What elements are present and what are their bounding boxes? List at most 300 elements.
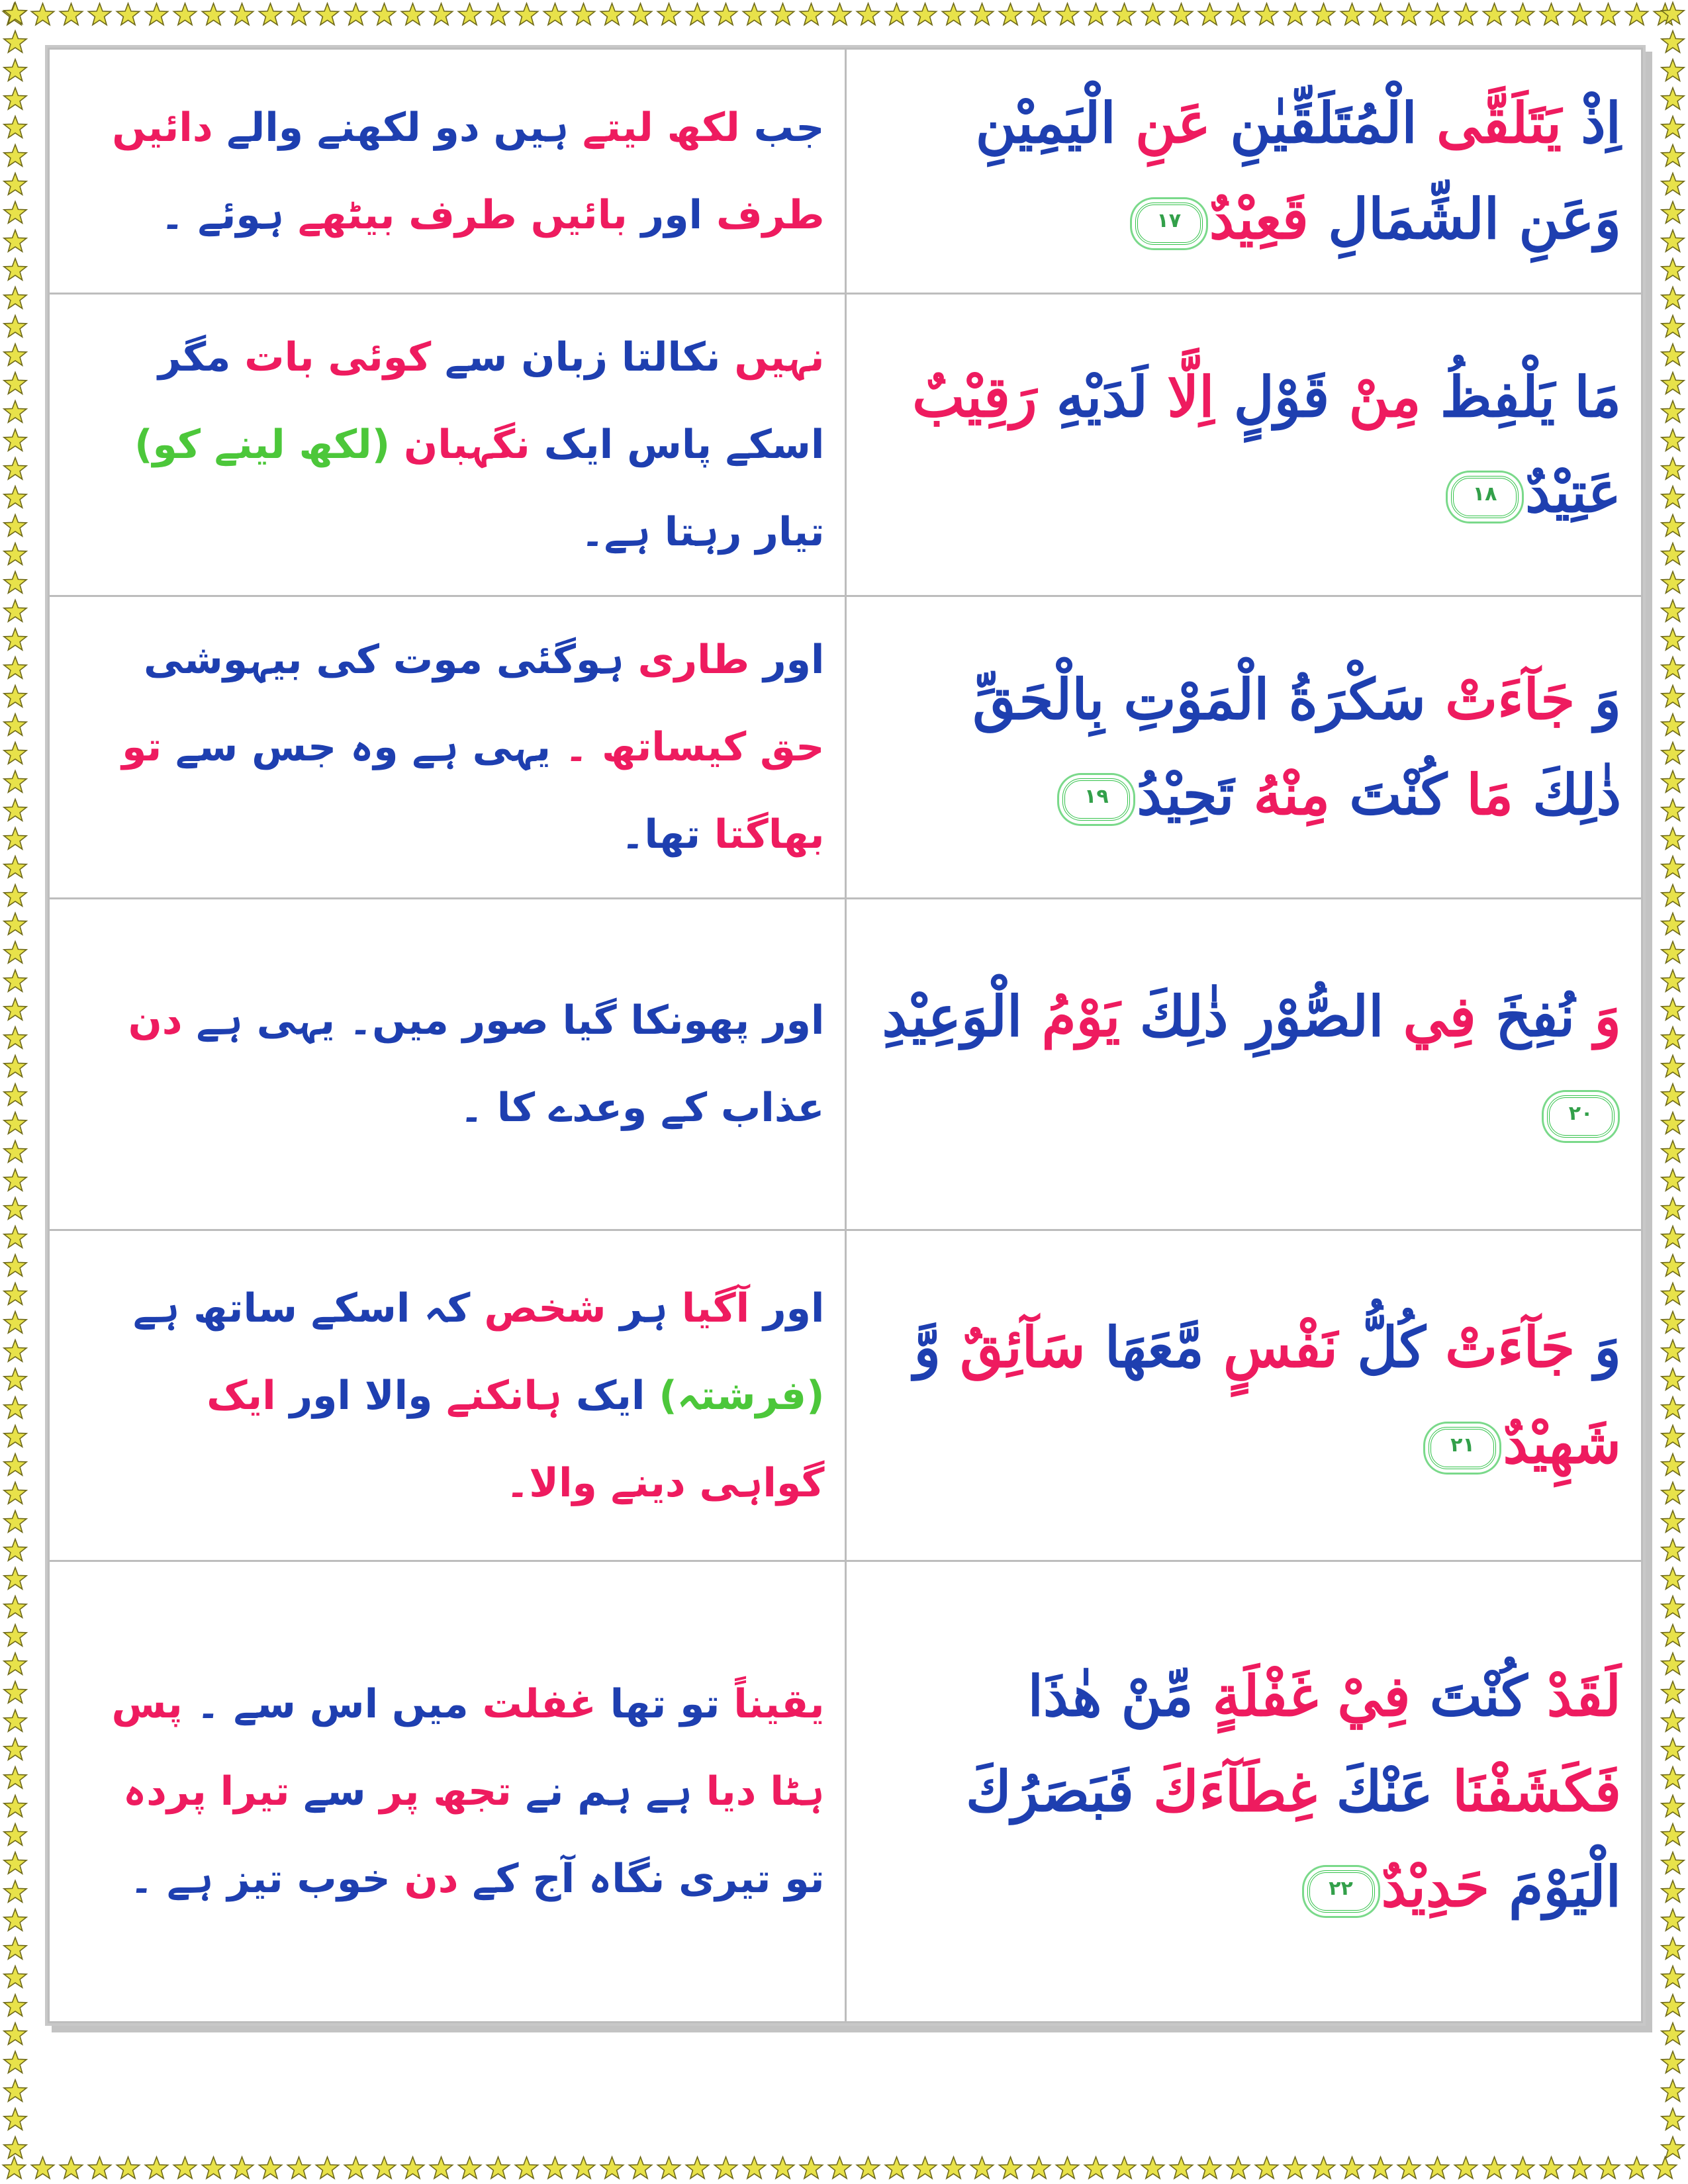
star-icon [1454, 3, 1477, 25]
star-icon [572, 3, 594, 25]
verse-table-body [49, 49, 1642, 2023]
star-icon [4, 1966, 26, 1988]
arabic-word: مَا [1447, 762, 1513, 828]
urdu-phrase: ایک [530, 422, 614, 469]
star-icon [4, 1482, 26, 1504]
arabic-word: يَوْمُ [1022, 983, 1121, 1049]
star-icon [60, 3, 82, 25]
arabic-word: اِلَّا [1147, 363, 1215, 430]
star-icon [1662, 1312, 1684, 1334]
star-icon [1662, 686, 1684, 707]
star-icon [885, 2157, 908, 2179]
star-icon [4, 1084, 26, 1106]
star-icon [4, 543, 26, 565]
urdu-translation-cell [49, 596, 846, 899]
star-border-left [0, 0, 30, 2184]
star-icon [1312, 2157, 1335, 2179]
star-icon [4, 1255, 26, 1277]
star-icon [458, 3, 481, 25]
star-icon [1662, 1397, 1684, 1419]
star-icon [1141, 2157, 1164, 2179]
star-icon [4, 743, 26, 764]
urdu-translation-cell [49, 1561, 846, 2023]
arabic-word: بِالْحَقِّ [972, 666, 1105, 732]
star-icon [800, 3, 822, 25]
star-icon [430, 3, 452, 25]
arabic-word: مِّنْ [1102, 1662, 1194, 1729]
star-icon [1625, 2157, 1648, 2179]
arabic-word: الْيَوْمَ [1489, 1854, 1621, 1920]
urdu-phrase: ہوگئی موت کی بیہوشی [144, 637, 624, 684]
star-icon [714, 2157, 737, 2179]
urdu-phrase: نگہبان [390, 422, 530, 469]
star-icon [4, 1824, 26, 1846]
urdu-phrase: صور میں۔ یہی ہے [182, 997, 549, 1044]
star-icon [1662, 1596, 1684, 1618]
star-icon [1662, 31, 1684, 53]
star-icon [1662, 486, 1684, 508]
star-icon [259, 3, 281, 25]
star-icon [1662, 1084, 1684, 1106]
star-icon [316, 3, 338, 25]
urdu-phrase: دن [128, 997, 183, 1044]
arabic-word: نَفْسٍ [1203, 1314, 1338, 1381]
star-icon [4, 572, 26, 594]
arabic-word: اِذْ [1562, 90, 1621, 156]
star-icon [173, 3, 196, 25]
arabic-word: حَدِيْدٌ [1381, 1854, 1490, 1920]
urdu-phrase: دن [390, 1856, 459, 1903]
star-icon [4, 600, 26, 622]
urdu-phrase: تو بھاگتا [122, 724, 825, 858]
urdu-phrase: تو تھا [596, 1681, 720, 1728]
star-icon [1426, 3, 1448, 25]
star-icon [4, 1710, 26, 1732]
star-icon [31, 3, 54, 25]
verse-row [49, 49, 1642, 294]
star-icon [4, 856, 26, 878]
star-icon [1662, 1767, 1684, 1789]
star-icon [1662, 3, 1684, 24]
star-icon [1198, 3, 1221, 25]
verse-row [49, 294, 1642, 596]
urdu-phrase: اور [749, 1285, 825, 1332]
star-icon [1662, 1369, 1684, 1390]
urdu-phrase: تھا۔ [621, 811, 701, 858]
urdu-phrase: یقیناً [720, 1681, 825, 1728]
star-icon [1662, 600, 1684, 622]
star-icon [4, 1739, 26, 1760]
arabic-word: تَحِيْدُ [1137, 762, 1235, 828]
star-icon [743, 3, 765, 25]
star-icon [344, 2157, 367, 2179]
ayah-number-badge: ٢١ [1429, 1427, 1496, 1469]
arabic-word: ذٰلِكَ [1120, 983, 1229, 1049]
star-icon [4, 202, 26, 224]
star-icon [1662, 1482, 1684, 1504]
arabic-word: وَ [1575, 983, 1621, 1049]
star-icon [1597, 3, 1619, 25]
star-icon [88, 2157, 111, 2179]
star-border-bottom [0, 2154, 1688, 2184]
star-icon [1662, 1852, 1684, 1874]
urdu-phrase: (لکھ لینے کو) [134, 422, 391, 469]
star-icon [1662, 543, 1684, 565]
arabic-word: فِيْ [1318, 1662, 1411, 1729]
star-icon [4, 1653, 26, 1675]
arabic-word: كُنْتَ [1330, 762, 1448, 828]
urdu-phrase: کوئی بات [230, 334, 432, 381]
star-icon [1511, 2157, 1534, 2179]
arabic-word: قَعِيْدٌ [1209, 185, 1309, 251]
urdu-phrase: (فرشتہ) [645, 1372, 825, 1419]
arabic-verse-cell [845, 49, 1642, 294]
arabic-word: الْمُتَلَقِّيٰنِ [1211, 90, 1417, 156]
star-icon [1662, 401, 1684, 423]
star-icon [1662, 430, 1684, 451]
star-icon [771, 3, 794, 25]
ayah-number-badge: ١٨ [1451, 476, 1519, 518]
star-icon [4, 1511, 26, 1533]
star-icon [1027, 3, 1050, 25]
urdu-phrase: پھونکا گیا [548, 997, 750, 1044]
star-icon [1662, 1141, 1684, 1163]
star-icon [1662, 1169, 1684, 1191]
star-icon [1540, 2157, 1562, 2179]
urdu-phrase: مگر اسکے پاس [158, 334, 825, 469]
star-icon [1662, 2109, 1684, 2130]
arabic-word: نُفِخَ [1476, 983, 1575, 1049]
star-icon [4, 515, 26, 537]
urdu-phrase: حق [746, 724, 825, 771]
star-icon [1255, 2157, 1278, 2179]
star-icon [4, 1625, 26, 1647]
arabic-word: الْيَمِيْنِ [975, 90, 1116, 156]
urdu-phrase: اور [627, 191, 703, 238]
star-icon [1056, 2157, 1078, 2179]
verse-row [49, 899, 1642, 1230]
star-icon [4, 1312, 26, 1334]
arabic-word: كُلُّ [1337, 1314, 1426, 1381]
arabic-word: الْوَعِيْدِ [882, 983, 1023, 1049]
star-icon [1662, 1283, 1684, 1305]
star-icon [4, 1909, 26, 1931]
urdu-translation-cell [49, 899, 846, 1230]
star-icon [1662, 771, 1684, 793]
star-icon [1662, 1198, 1684, 1220]
star-icon [4, 88, 26, 110]
star-border-top [0, 0, 1688, 30]
star-icon [4, 1340, 26, 1362]
star-icon [1284, 2157, 1306, 2179]
arabic-word: كُنْتَ [1410, 1662, 1528, 1729]
star-icon [600, 2157, 623, 2179]
star-icon [942, 3, 964, 25]
star-icon [4, 999, 26, 1021]
star-icon [657, 3, 680, 25]
star-icon [4, 629, 26, 651]
star-icon [1084, 2157, 1107, 2179]
star-icon [4, 1113, 26, 1134]
star-icon [1170, 2157, 1192, 2179]
star-icon [4, 373, 26, 394]
star-icon [1255, 3, 1278, 25]
star-icon [1662, 1568, 1684, 1590]
star-icon [857, 3, 879, 25]
star-icon [1662, 1255, 1684, 1277]
star-icon [1568, 2157, 1591, 2179]
star-icon [1662, 1426, 1684, 1447]
urdu-phrase: تجھ پر [365, 1768, 512, 1815]
star-icon [4, 60, 26, 81]
arabic-word: مَا [1555, 363, 1621, 430]
star-icon [714, 3, 737, 25]
star-icon [1340, 3, 1363, 25]
star-icon [1662, 1340, 1684, 1362]
star-icon [4, 1397, 26, 1419]
star-icon [1662, 743, 1684, 764]
star-icon [4, 657, 26, 679]
arabic-word: مِنْ [1329, 363, 1421, 430]
star-icon [1113, 2157, 1135, 2179]
star-icon [1170, 3, 1192, 25]
star-icon [287, 3, 310, 25]
star-icon [1483, 2157, 1505, 2179]
star-icon [686, 3, 708, 25]
star-icon [885, 3, 908, 25]
urdu-phrase: تیار رہتا ہے۔ [581, 509, 825, 556]
star-icon [4, 714, 26, 736]
star-icon [1141, 3, 1164, 25]
arabic-word: رَقِيْبٌ [912, 363, 1037, 430]
star-icon [999, 3, 1021, 25]
arabic-word: وَّ [914, 1314, 941, 1381]
star-icon [942, 2157, 964, 2179]
star-icon [800, 2157, 822, 2179]
star-icon [1662, 1226, 1684, 1248]
arabic-word: وَعَنِ الشِّمَالِ [1308, 185, 1621, 251]
star-icon [4, 116, 26, 138]
star-icon [543, 2157, 566, 2179]
star-icon [1662, 913, 1684, 935]
urdu-phrase: ہر [606, 1285, 668, 1332]
star-icon [629, 2157, 651, 2179]
verse-table-container [45, 45, 1646, 2026]
star-icon [1662, 629, 1684, 651]
star-icon [173, 2157, 196, 2179]
urdu-phrase: ایک [207, 1372, 276, 1419]
star-icon [970, 3, 993, 25]
star-icon [1662, 116, 1684, 138]
star-icon [259, 2157, 281, 2179]
star-icon [4, 145, 26, 167]
star-icon [4, 1283, 26, 1305]
star-icon [1662, 1454, 1684, 1476]
star-icon [1662, 259, 1684, 281]
arabic-verse-cell [845, 596, 1642, 899]
urdu-phrase: تو تیری نگاہ [575, 1856, 825, 1903]
star-icon [4, 1198, 26, 1220]
star-icon [373, 2157, 395, 2179]
star-icon [202, 3, 224, 25]
star-icon [1284, 3, 1306, 25]
star-icon [828, 3, 851, 25]
arabic-word: غَفْلَةٍ [1193, 1662, 1319, 1729]
star-icon [202, 2157, 224, 2179]
star-icon [743, 2157, 765, 2179]
star-icon [572, 2157, 594, 2179]
urdu-phrase: خوب تیز ہے ۔ [130, 1856, 391, 1903]
urdu-phrase: اور [749, 637, 825, 684]
star-icon [316, 2157, 338, 2179]
star-icon [1625, 3, 1648, 25]
star-icon [4, 287, 26, 309]
ayah-number-badge: ٢٠ [1547, 1095, 1615, 1138]
star-icon [4, 2109, 26, 2130]
star-icon [1662, 1625, 1684, 1647]
star-icon [1540, 3, 1562, 25]
arabic-word: فَكَشَفْنَا [1432, 1758, 1621, 1824]
arabic-verse-cell [845, 294, 1642, 596]
urdu-phrase: گواہی دینے والا۔ [506, 1459, 825, 1506]
star-icon [1483, 3, 1505, 25]
star-icon [1662, 970, 1684, 992]
star-icon [1662, 1539, 1684, 1561]
star-icon [1113, 3, 1135, 25]
star-icon [4, 1596, 26, 1618]
star-icon [914, 3, 936, 25]
star-icon [1662, 1682, 1684, 1704]
star-icon [629, 3, 651, 25]
star-icon [487, 3, 509, 25]
urdu-phrase: ہیں دو لکھنے والے [212, 104, 569, 151]
star-icon [4, 942, 26, 964]
ayah-number-badge: ١٧ [1135, 203, 1203, 245]
urdu-phrase: میں اس سے ۔ [182, 1681, 469, 1728]
ayah-number-badge: ٢٢ [1307, 1870, 1375, 1913]
star-icon [1662, 202, 1684, 224]
star-icon [1662, 88, 1684, 110]
star-icon [4, 970, 26, 992]
star-icon [828, 2157, 851, 2179]
urdu-phrase: کہ اسکے ساتھ ہے [132, 1285, 471, 1332]
star-icon [401, 2157, 424, 2179]
star-icon [686, 2157, 708, 2179]
arabic-word: عَنِ [1115, 90, 1211, 156]
star-icon [1662, 344, 1684, 366]
urdu-phrase: بائیں طرف [395, 191, 628, 238]
star-icon [4, 1938, 26, 1960]
urdu-phrase: نہیں [720, 334, 825, 381]
star-icon [4, 430, 26, 451]
star-icon [1227, 3, 1249, 25]
star-icon [1662, 373, 1684, 394]
ayah-number-badge: ١٩ [1062, 778, 1130, 821]
urdu-phrase: اور [749, 997, 825, 1044]
star-icon [657, 2157, 680, 2179]
arabic-word: سَكْرَةُ [1269, 666, 1426, 732]
urdu-phrase: آج کے [458, 1856, 575, 1903]
urdu-phrase: پس ہٹا دیا [111, 1681, 825, 1815]
star-icon [31, 2157, 54, 2179]
star-icon [458, 2157, 481, 2179]
star-icon [1662, 657, 1684, 679]
arabic-word: الْمَوْتِ [1104, 666, 1270, 732]
star-icon [1662, 1995, 1684, 2017]
urdu-phrase: عذاب [707, 1085, 825, 1132]
star-icon [4, 401, 26, 423]
star-icon [1662, 1966, 1684, 1988]
urdu-phrase: غفلت [468, 1681, 596, 1728]
star-icon [914, 2157, 936, 2179]
star-icon [1369, 3, 1391, 25]
urdu-translation-cell [49, 49, 846, 294]
arabic-word: لَدَيْهِ [1037, 363, 1148, 430]
star-icon [4, 686, 26, 707]
urdu-phrase: نکالتا زبان سے [431, 334, 721, 381]
star-icon [4, 1852, 26, 1874]
urdu-phrase: ہے ہم نے [511, 1768, 692, 1815]
urdu-phrase: کے وعدے کا ۔ [459, 1085, 708, 1132]
star-icon [515, 3, 538, 25]
star-icon [1662, 173, 1684, 195]
star-icon [1662, 230, 1684, 252]
star-icon [1084, 3, 1107, 25]
verse-row [49, 1561, 1642, 2023]
star-icon [1662, 2023, 1684, 2045]
urdu-phrase: یہی ہے وہ جس سے [162, 724, 551, 771]
star-icon [1662, 1511, 1684, 1533]
star-icon [1454, 2157, 1477, 2179]
urdu-phrase: لکھ لیتے [569, 104, 740, 151]
star-icon [230, 3, 253, 25]
arabic-word: وَ [1575, 1314, 1621, 1381]
star-icon [1027, 2157, 1050, 2179]
star-icon [1662, 515, 1684, 537]
star-icon [4, 316, 26, 338]
urdu-phrase: تیرا پردہ [122, 1768, 290, 1815]
urdu-translation-cell [49, 294, 846, 596]
arabic-verse-cell [845, 1561, 1642, 2023]
star-icon [88, 3, 111, 25]
star-icon [1198, 2157, 1221, 2179]
star-icon [4, 1682, 26, 1704]
star-icon [1397, 2157, 1420, 2179]
verse-table [48, 48, 1643, 2023]
star-icon [344, 3, 367, 25]
urdu-phrase: ایک [562, 1372, 645, 1419]
star-icon [999, 2157, 1021, 2179]
star-icon [4, 486, 26, 508]
star-icon [1340, 2157, 1363, 2179]
urdu-phrase: دائیں طرف [112, 104, 825, 238]
star-icon [4, 1141, 26, 1163]
star-icon [145, 3, 167, 25]
star-icon [1662, 1113, 1684, 1134]
star-icon [1426, 2157, 1448, 2179]
star-icon [4, 828, 26, 850]
star-icon [1662, 799, 1684, 821]
star-icon [1662, 145, 1684, 167]
arabic-verse-cell [845, 899, 1642, 1230]
urdu-phrase: بیٹھے [284, 191, 395, 238]
arabic-word: لَقَدْ [1527, 1662, 1621, 1729]
verse-row [49, 596, 1642, 899]
star-icon [60, 2157, 82, 2179]
star-icon [1662, 999, 1684, 1021]
star-icon [487, 2157, 509, 2179]
star-icon [1662, 1824, 1684, 1846]
